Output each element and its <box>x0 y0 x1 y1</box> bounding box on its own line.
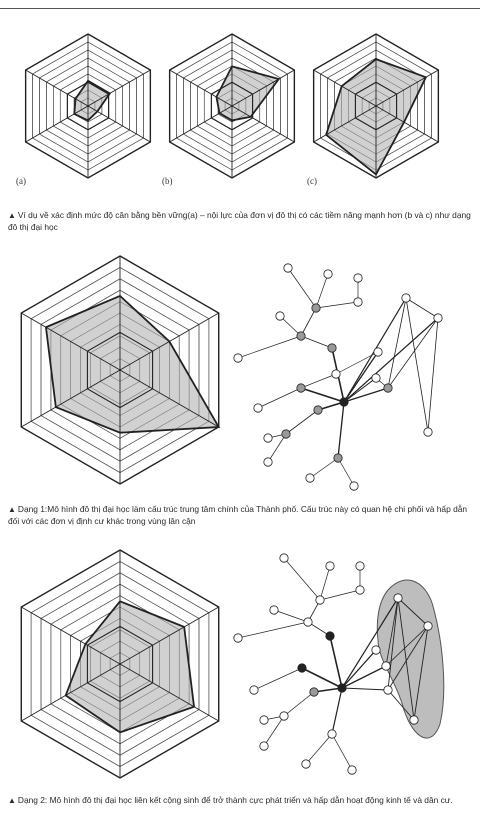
network-1-node <box>314 406 322 414</box>
network-2-edge <box>284 692 314 716</box>
network-1-node <box>354 274 362 282</box>
network-1-edge <box>301 336 332 348</box>
radar-chart-large-1 <box>6 250 238 492</box>
network-2-node <box>424 622 432 630</box>
network-2-node <box>394 594 402 602</box>
network-1-edge <box>338 458 354 486</box>
network-1-node <box>254 404 262 412</box>
radar-chart-b <box>162 28 302 190</box>
network-1-node <box>264 458 272 466</box>
figure2-caption-text: Dạng 1:Mô hình đô thị đại học làm cấu trúc trung tâm chính của Thành phố. Cấu trúc này có quan hệ chi phối và hấp dẫn đối với các đơn vị định cư khác trong vùng lân cận <box>8 504 468 526</box>
network-2-node <box>372 646 380 654</box>
network-2-node <box>356 586 364 594</box>
network-1-edge <box>258 388 301 408</box>
network-1-node <box>334 454 342 462</box>
network-1-node <box>312 304 320 312</box>
network-1-edge <box>301 374 336 388</box>
figure2-caption <box>8 504 474 526</box>
network-1-node <box>324 270 332 278</box>
network-2-node <box>338 684 346 692</box>
network-1-node <box>306 474 314 482</box>
caption-triangle-icon: ▲ <box>8 796 16 805</box>
network-2-edge <box>254 668 302 690</box>
network-1-node <box>340 398 348 406</box>
caption-triangle-icon: ▲ <box>8 211 16 220</box>
network-1-node <box>332 370 340 378</box>
network-1-edge <box>316 274 328 308</box>
figure1-caption-text: Ví dụ về xác định mức độ cân bằng bền vững(a) – nội lực của đơn vị đô thị có các tiềm năng mạnh hơn (b và c) như dạng đô thị đại học <box>8 210 471 232</box>
network-2-node <box>260 742 268 750</box>
network-2-node <box>304 618 312 626</box>
network-1-node <box>276 312 284 320</box>
network-2-node <box>280 712 288 720</box>
panel-label-b: (b) <box>162 176 173 186</box>
network-2-edge <box>332 688 342 734</box>
network-2-node <box>326 562 334 570</box>
network-2-node <box>310 688 318 696</box>
network-diagram-2 <box>228 540 478 790</box>
network-1-node <box>424 428 432 436</box>
network-1-edge <box>338 402 344 458</box>
network-2-node <box>302 760 310 768</box>
network-1-edge <box>316 302 358 308</box>
network-1-edge <box>301 388 344 402</box>
network-2-node <box>270 606 278 614</box>
network-1-node <box>350 482 358 490</box>
network-1-edge <box>288 268 316 308</box>
network-2-node <box>260 716 268 724</box>
caption-triangle-icon: ▲ <box>8 505 16 514</box>
network-2-edge <box>284 558 320 600</box>
network-1-edge <box>428 318 438 432</box>
network-1-node <box>297 332 305 340</box>
network-2-edge <box>320 566 330 600</box>
network-1-edge <box>344 378 376 402</box>
network-1-edge <box>286 410 318 434</box>
network-1-node <box>282 430 290 438</box>
network-2-node <box>348 766 356 774</box>
network-1-edge <box>238 336 301 358</box>
network-1-edge <box>301 308 316 336</box>
network-2-edge <box>330 636 342 688</box>
network-1-edge <box>388 298 406 388</box>
network-1-edge <box>388 318 438 388</box>
network-1-node <box>384 384 392 392</box>
network-2-edge <box>342 688 388 690</box>
figure1-caption <box>8 210 474 232</box>
network-2-node <box>316 596 324 604</box>
network-2-node <box>298 664 306 672</box>
figure3-caption-text: Dạng 2: Mô hình đô thị đại học liên kết cộng sinh để trở thành cực phát triển và hấp dẫn hoạt động kinh tế và dân cư. <box>17 795 453 805</box>
network-2-node <box>382 662 390 670</box>
network-1-node <box>284 264 292 272</box>
network-1-edge <box>310 458 338 478</box>
page-top-rule <box>0 0 480 9</box>
network-2-edge <box>274 610 308 622</box>
radar-chart-large-2 <box>6 544 238 786</box>
network-1-edge <box>406 298 428 432</box>
network-2-edge <box>332 734 352 770</box>
network-1-edge <box>406 298 438 318</box>
network-2-node <box>250 686 258 694</box>
network-2-edge <box>320 590 360 600</box>
network-2-node <box>280 554 288 562</box>
network-2-edge <box>306 734 332 764</box>
network-1-edge <box>336 352 378 374</box>
panel-label-a: (a) <box>16 176 26 186</box>
network-2-node <box>356 562 364 570</box>
network-1-node <box>264 434 272 442</box>
network-1-node <box>434 314 442 322</box>
network-2-node <box>384 686 392 694</box>
network-1-node <box>374 348 382 356</box>
network-2-edge <box>342 650 376 688</box>
network-diagram-1 <box>228 248 478 498</box>
network-2-edge <box>238 622 308 638</box>
network-1-node <box>402 294 410 302</box>
figure3-caption <box>8 795 474 807</box>
network-1-node <box>354 298 362 306</box>
radar-chart-c <box>306 28 446 190</box>
panel-label-c: (c) <box>307 176 317 186</box>
network-2-node <box>328 730 336 738</box>
network-1-node <box>372 374 380 382</box>
network-2-node <box>326 632 334 640</box>
network-2-edge <box>302 668 342 688</box>
network-1-node <box>328 344 336 352</box>
radar-chart-a <box>18 28 158 190</box>
network-1-node <box>297 384 305 392</box>
network-1-node <box>234 354 242 362</box>
network-2-node <box>410 716 418 724</box>
network-2-node <box>234 634 242 642</box>
